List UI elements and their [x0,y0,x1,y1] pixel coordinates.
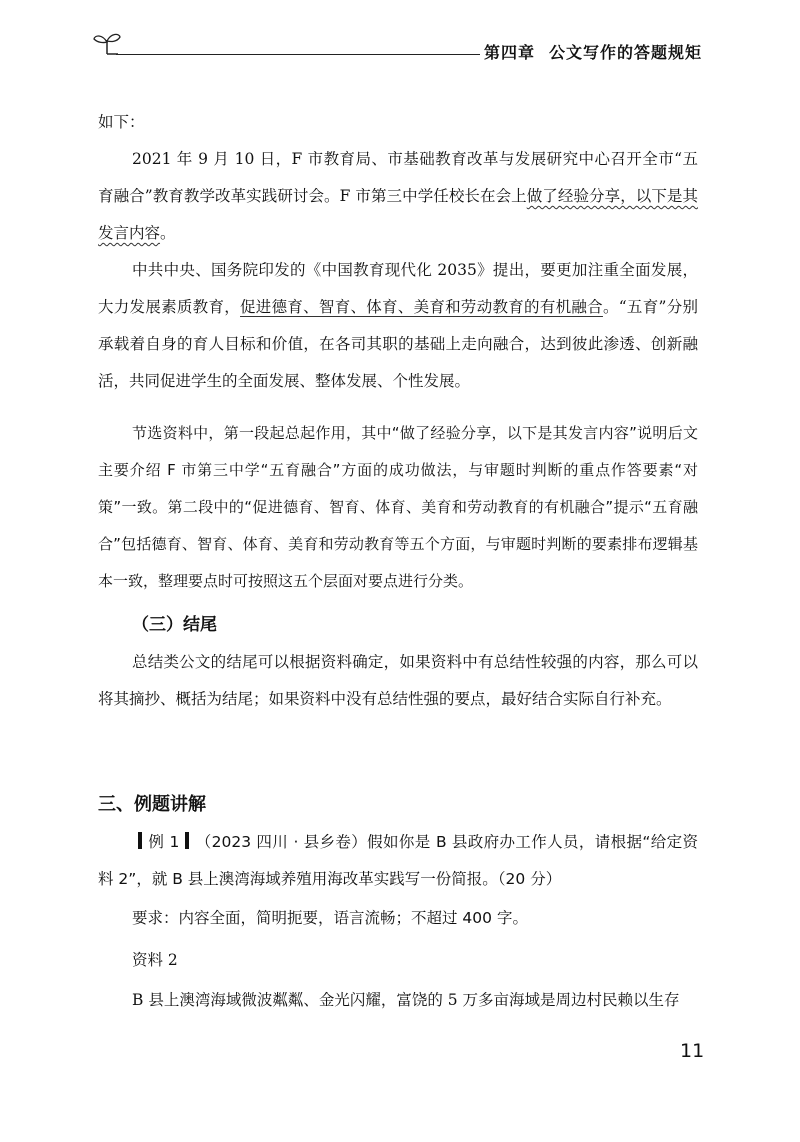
section-heading-ending: （三）结尾 [132,615,217,635]
chapter-number: 第四章 [484,43,536,62]
wavy-underlined-phrase: 做了经验分享，以下是其发言内容 [98,187,698,242]
material-2-end: 。“五育”分别承载着自身的育人目标和价值，在各司其职的基础上走向融合，达到彼此渗透、创新融活，共同促进学生的全面发展、整体发展、个性发展。 [98,298,698,390]
requirements: 要求：内容全面，简明扼要，语言流畅；不超过 400 字。 [132,909,528,927]
section-heading-examples: 三、例题讲解 [98,794,206,815]
label-bar-icon [185,832,189,849]
material-1-end: 。 [160,224,176,242]
material-1-text: 2021 年 9 月 10 日，F 市教育局、市基础教育改革与发展研究中心召开全市“五育融合”教育教学改革实践研讨会。F 市第三中学任校长在会上 [98,150,698,205]
example-label: 例 1 [148,833,180,851]
underlined-phrase: 促进德育、智育、体育、美育和劳动教育的有机融合 [240,298,603,316]
example-question [98,824,698,898]
paragraph-material-2 [98,252,698,400]
label-bar-icon [138,832,142,849]
chapter-title: 公文写作的答题规矩 [549,43,703,62]
page-number: 11 [680,1040,705,1062]
paragraph-intro: 如下： [98,113,145,131]
material-title: 资料 2 [132,951,178,969]
example-text: （2023 四川 · 县乡卷）假如你是 B 县政府办工作人员，请根据“给定资料 2”，就 B 县上澳湾海域养殖用海改革实践写一份简报。（20 分） [98,833,698,888]
running-header [484,40,702,63]
paragraph-ending: 总结类公文的结尾可以根据资料确定，如果资料中有总结性较强的内容，那么可以将其摘抄、概括为结尾；如果资料中没有总结性强的要点，最好结合实际自行补充。 [98,653,698,708]
header-rule [116,54,480,55]
sprout-icon [92,30,122,56]
paragraph-material-3: B 县上澳湾海域微波粼粼、金光闪耀，富饶的 5 万多亩海域是周边村民赖以生存 [132,991,680,1009]
paragraph-analysis: 节选资料中，第一段起总起作用，其中“做了经验分享，以下是其发言内容”说明后文主要介绍 F 市第三中学“五育融合”方面的成功做法，与审题时判断的重点作答要素“对策”一致。第二段中的“促进德育、智育、体育、美育和劳动教育的有机融合”提示“五育融合”包括德育、智育、体育、美育和劳动教育等五个方面，与审题时判断的要素排布逻辑基本一致，整理要点时可按照这五个层面对要点进行分类。 [98,424,698,590]
paragraph-material-1 [98,141,698,252]
material-2-text: 中共中央、国务院印发的《中国教育现代化 2035》提出，要更加注重全面发展，大力发展素质教育， [98,261,698,316]
